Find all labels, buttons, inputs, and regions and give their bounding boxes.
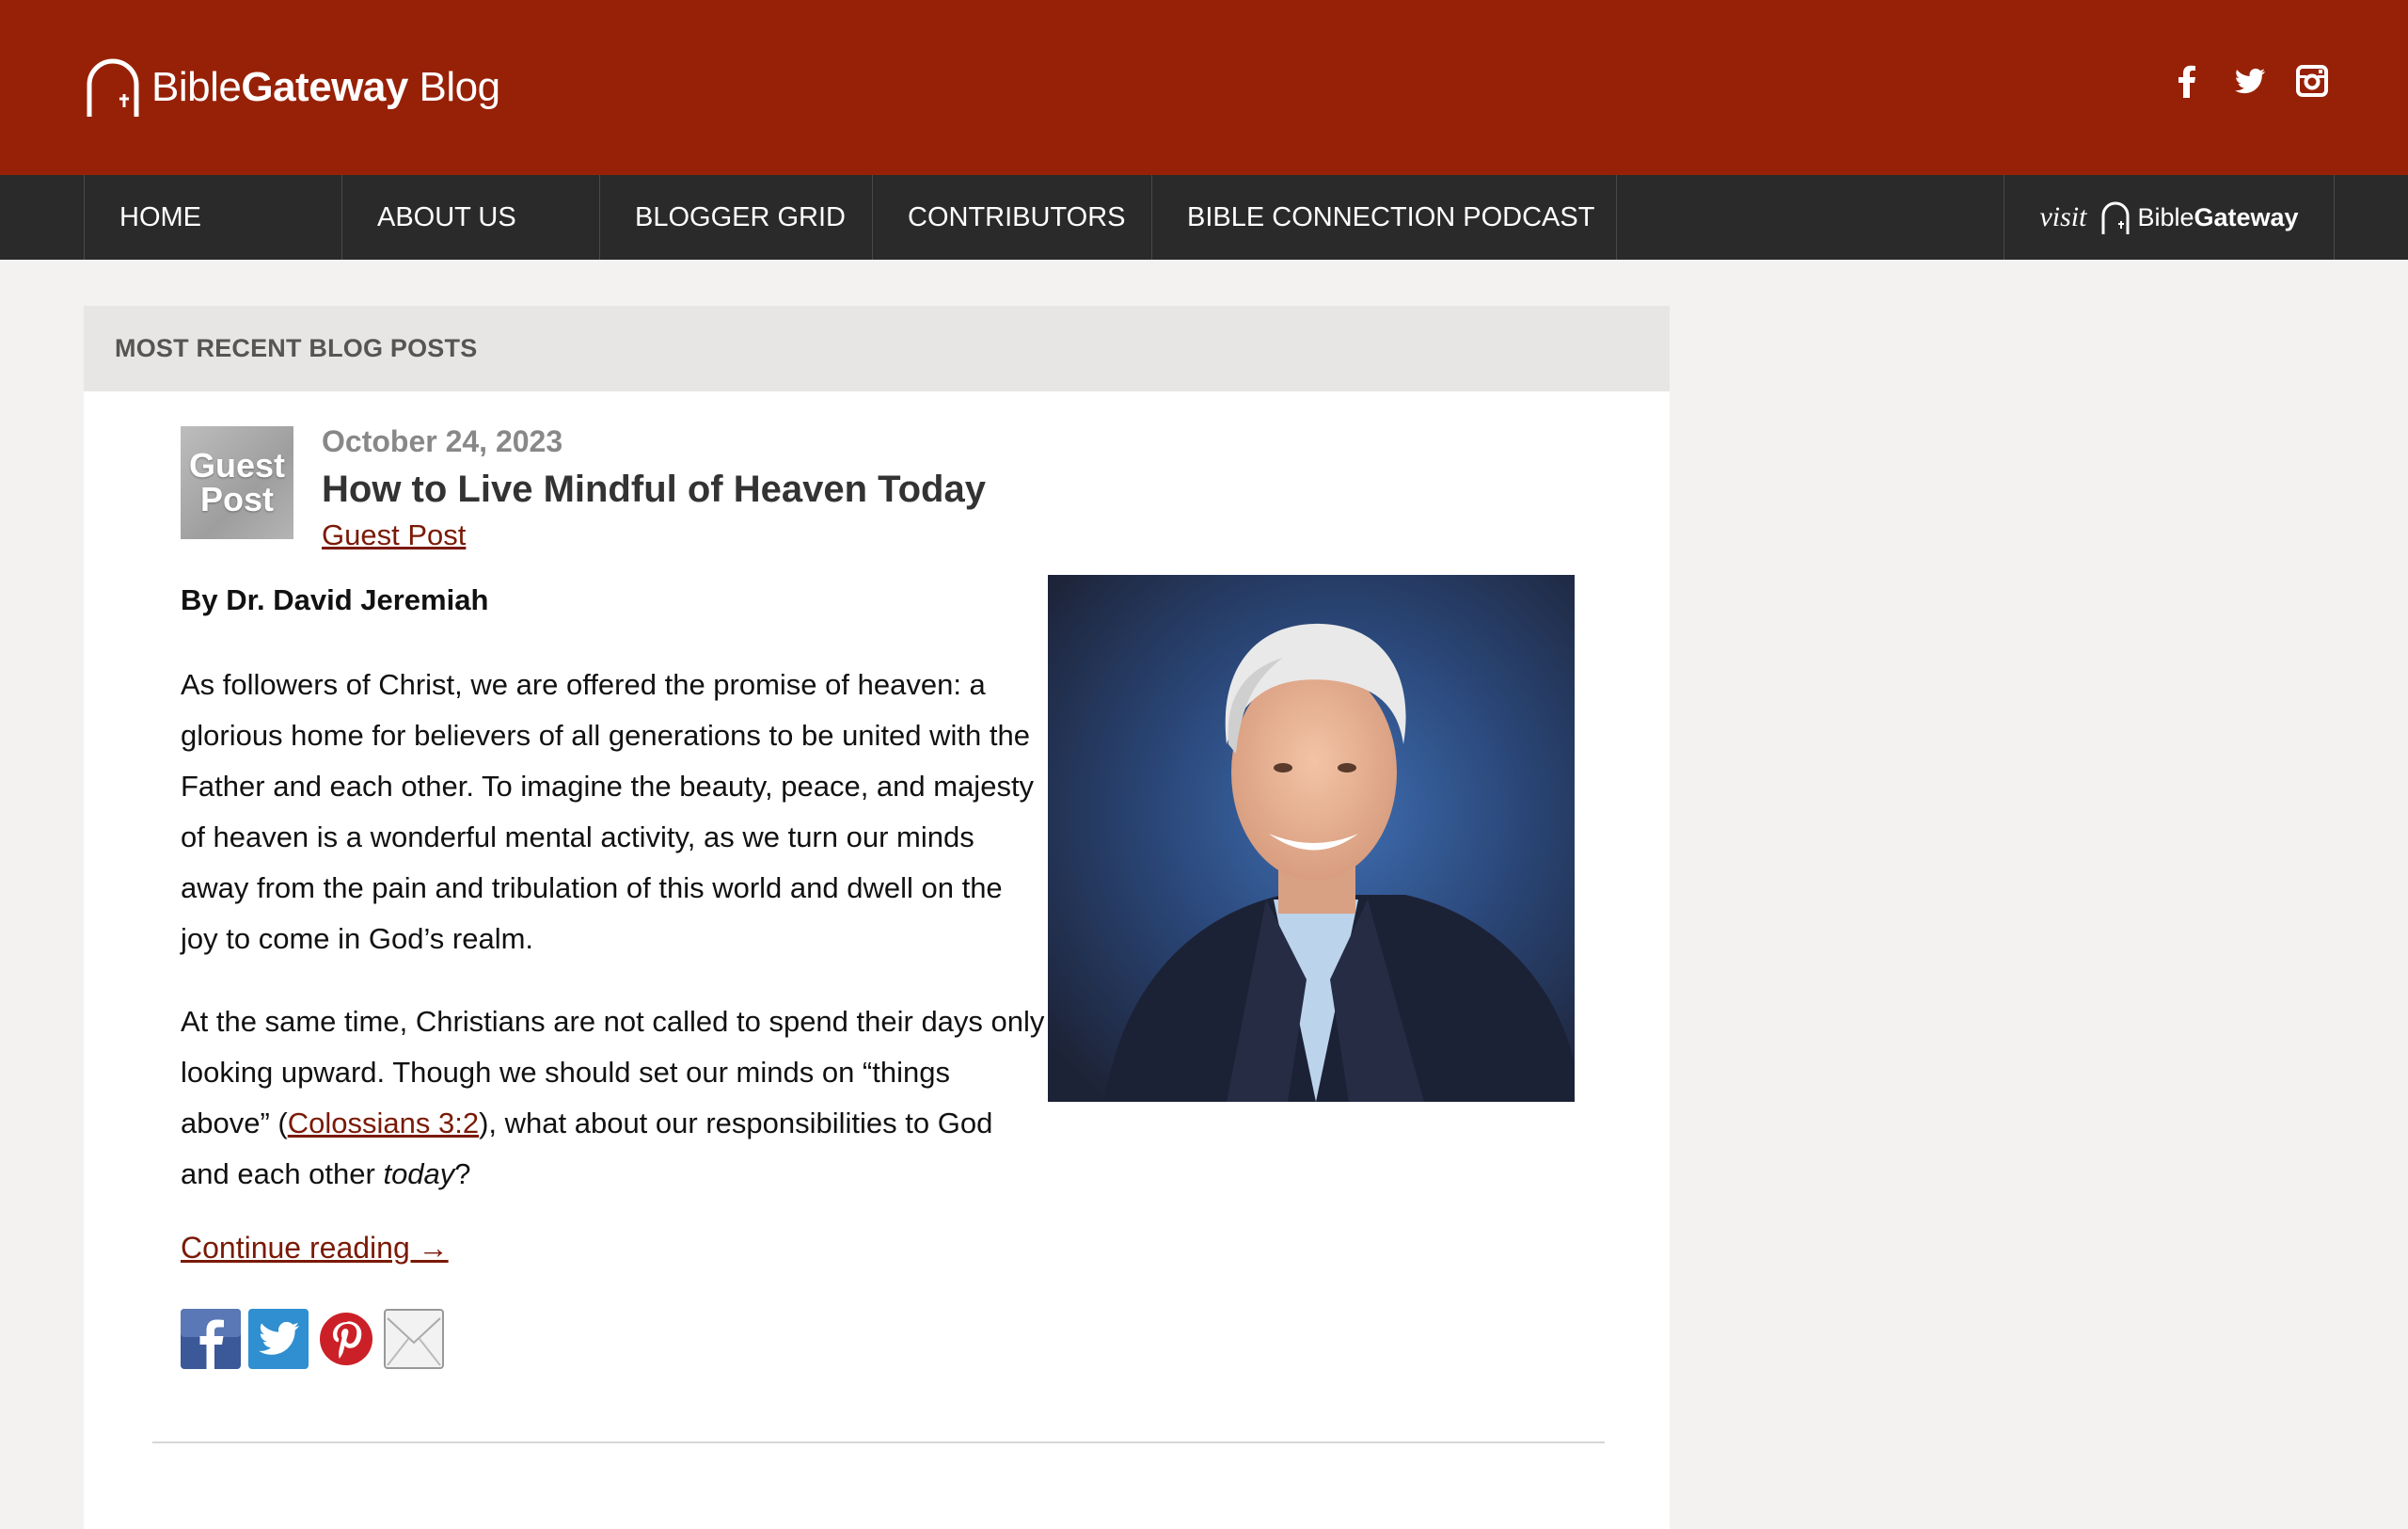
scripture-link[interactable]: Colossians 3:2 xyxy=(287,1107,480,1139)
visit-brand: BibleGateway xyxy=(2137,202,2299,231)
post-date: October 24, 2023 xyxy=(322,424,563,458)
section-heading: MOST RECENT BLOG POSTS xyxy=(84,306,1670,391)
post-title[interactable]: How to Live Mindful of Heaven Today xyxy=(322,469,986,510)
nav-items xyxy=(84,175,1617,260)
post-byline: By Dr. David Jeremiah xyxy=(181,583,489,616)
nav-item-about-us[interactable]: ABOUT US xyxy=(342,175,600,260)
instagram-icon[interactable] xyxy=(2295,64,2329,98)
post-meta xyxy=(181,426,986,552)
thumb-line-1: Guest xyxy=(188,446,286,485)
visit-label: visit xyxy=(2039,201,2087,232)
email-share-icon[interactable] xyxy=(384,1309,444,1369)
author-photo xyxy=(1048,575,1575,1102)
nav-item-blogger-grid[interactable]: BLOGGER GRID xyxy=(600,175,873,260)
post-meta-text xyxy=(322,424,986,552)
post-paragraph-2: At the same time, Christians are not called to spend their days only looking upward. Though we should set our minds on “things above” (Colossians 3:2), what about our responsibilities to God and each other today? xyxy=(181,1005,1045,1190)
pinterest-share-icon[interactable] xyxy=(316,1309,376,1369)
logo-text: BibleGateway Blog xyxy=(151,64,500,110)
author-portrait-image xyxy=(1048,575,1575,1102)
share-buttons xyxy=(181,1309,444,1369)
twitter-icon[interactable] xyxy=(2233,64,2267,98)
site-logo[interactable] xyxy=(84,55,500,120)
post-paragraph-1: As followers of Christ, we are offered the promise of heaven: a glorious home for believers of all generations to be united with the Father and each other. To imagine the beauty, peace, and majesty of heaven is a wonderful mental activity, as we turn our minds away from the pain and tribulation of this world and dwell on the joy to come in God’s realm. xyxy=(181,668,1035,955)
post-divider xyxy=(152,1441,1605,1443)
bible-gateway-logo-icon xyxy=(84,55,142,120)
site-header xyxy=(0,0,2408,175)
nav-item-contributors[interactable]: CONTRIBUTORS xyxy=(873,175,1152,260)
main-nav xyxy=(0,175,2408,260)
facebook-icon[interactable] xyxy=(2171,64,2205,98)
guest-post-thumbnail[interactable] xyxy=(181,426,293,539)
continue-reading-link[interactable]: Continue reading → xyxy=(181,1231,449,1265)
bible-gateway-logo-icon xyxy=(2099,199,2131,236)
thumb-line-2: Post xyxy=(199,480,274,518)
nav-item-home[interactable]: HOME xyxy=(85,175,342,260)
facebook-share-icon[interactable] xyxy=(181,1309,241,1369)
blog-posts-panel xyxy=(84,306,1670,1529)
visit-biblegateway-link[interactable] xyxy=(2004,175,2335,260)
social-links xyxy=(2171,64,2329,98)
nav-item-bible-connection-podcast[interactable]: BIBLE CONNECTION PODCAST xyxy=(1152,175,1617,260)
post-category-link[interactable]: Guest Post xyxy=(322,518,467,551)
twitter-share-icon[interactable] xyxy=(248,1309,309,1369)
